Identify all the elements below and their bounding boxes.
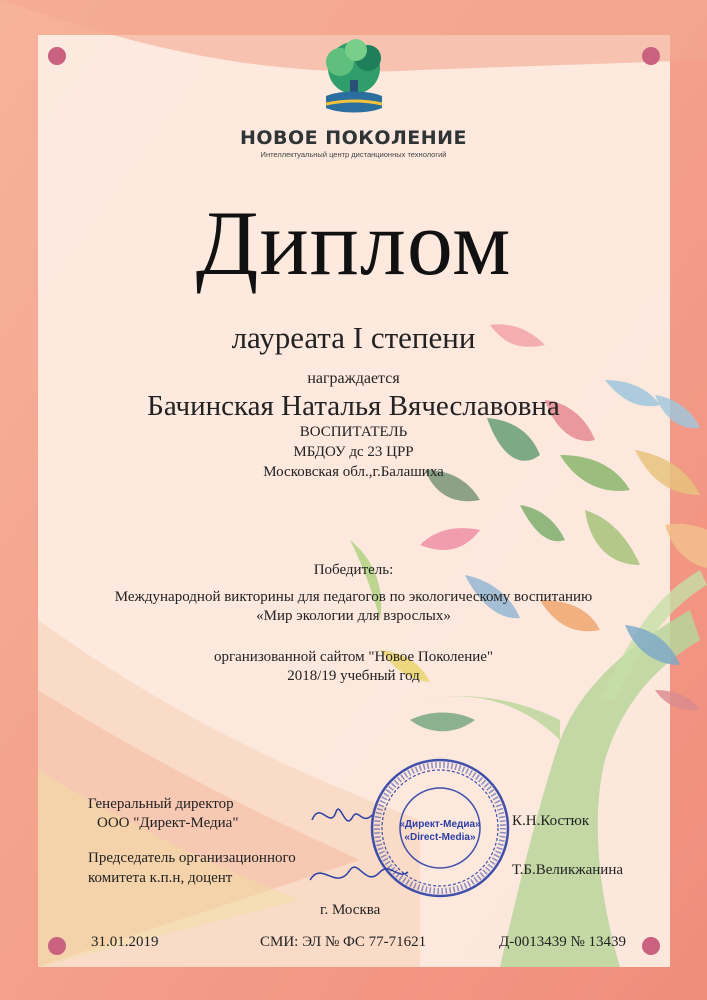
event-line-2: «Мир экологии для взрослых» — [256, 608, 451, 624]
diploma-number: Д-0013439 № 13439 — [499, 934, 627, 950]
stamp-line-1: «Директ-Медиа» — [399, 819, 481, 830]
logo-subtitle: Интеллектуальный центр дистанционных технологий — [260, 150, 447, 159]
recipient-position: ВОСПИТАТЕЛЬ — [299, 424, 408, 440]
recipient-organization: МБДОУ дс 23 ЦРР — [293, 444, 414, 460]
diploma-degree: лауреата I степени — [231, 320, 476, 355]
corner-dot — [48, 937, 66, 955]
diploma-title: Диплом — [195, 192, 512, 294]
result-label: Победитель: — [313, 562, 394, 578]
tree-logo-icon — [326, 39, 382, 113]
awarded-label: награждается — [307, 370, 400, 387]
issue-date: 31.01.2019 — [91, 934, 159, 950]
chair-title-line-1: Председатель организационного — [88, 850, 296, 866]
organizer-line: организованной сайтом "Новое Поколение" — [213, 649, 494, 665]
recipient-location: Московская обл.,г.Балашиха — [263, 464, 444, 480]
smi-registration: СМИ: ЭЛ № ФС 77-71621 — [260, 934, 427, 950]
city: г. Москва — [320, 902, 381, 918]
director-name: К.Н.Костюк — [512, 813, 590, 829]
corner-dot — [48, 47, 66, 65]
school-year: 2018/19 учебный год — [287, 668, 420, 684]
recipient-name: Бачинская Наталья Вячеславовна — [147, 390, 560, 422]
director-title: Генеральный директор — [88, 796, 234, 812]
corner-dot — [642, 47, 660, 65]
chair-title-line-2: комитета к.п.н, доцент — [88, 870, 233, 886]
stamp-text — [398, 818, 482, 844]
director-company: ООО "Директ-Медиа" — [97, 815, 239, 831]
logo-name: НОВОЕ ПОКОЛЕНИЕ — [239, 127, 468, 149]
corner-dot — [642, 937, 660, 955]
event-line-1: Международной викторины для педагогов по экологическому воспитанию — [114, 589, 593, 605]
stamp-line-2: «Direct-Media» — [404, 832, 476, 843]
chair-name: Т.Б.Великжанина — [512, 862, 623, 878]
